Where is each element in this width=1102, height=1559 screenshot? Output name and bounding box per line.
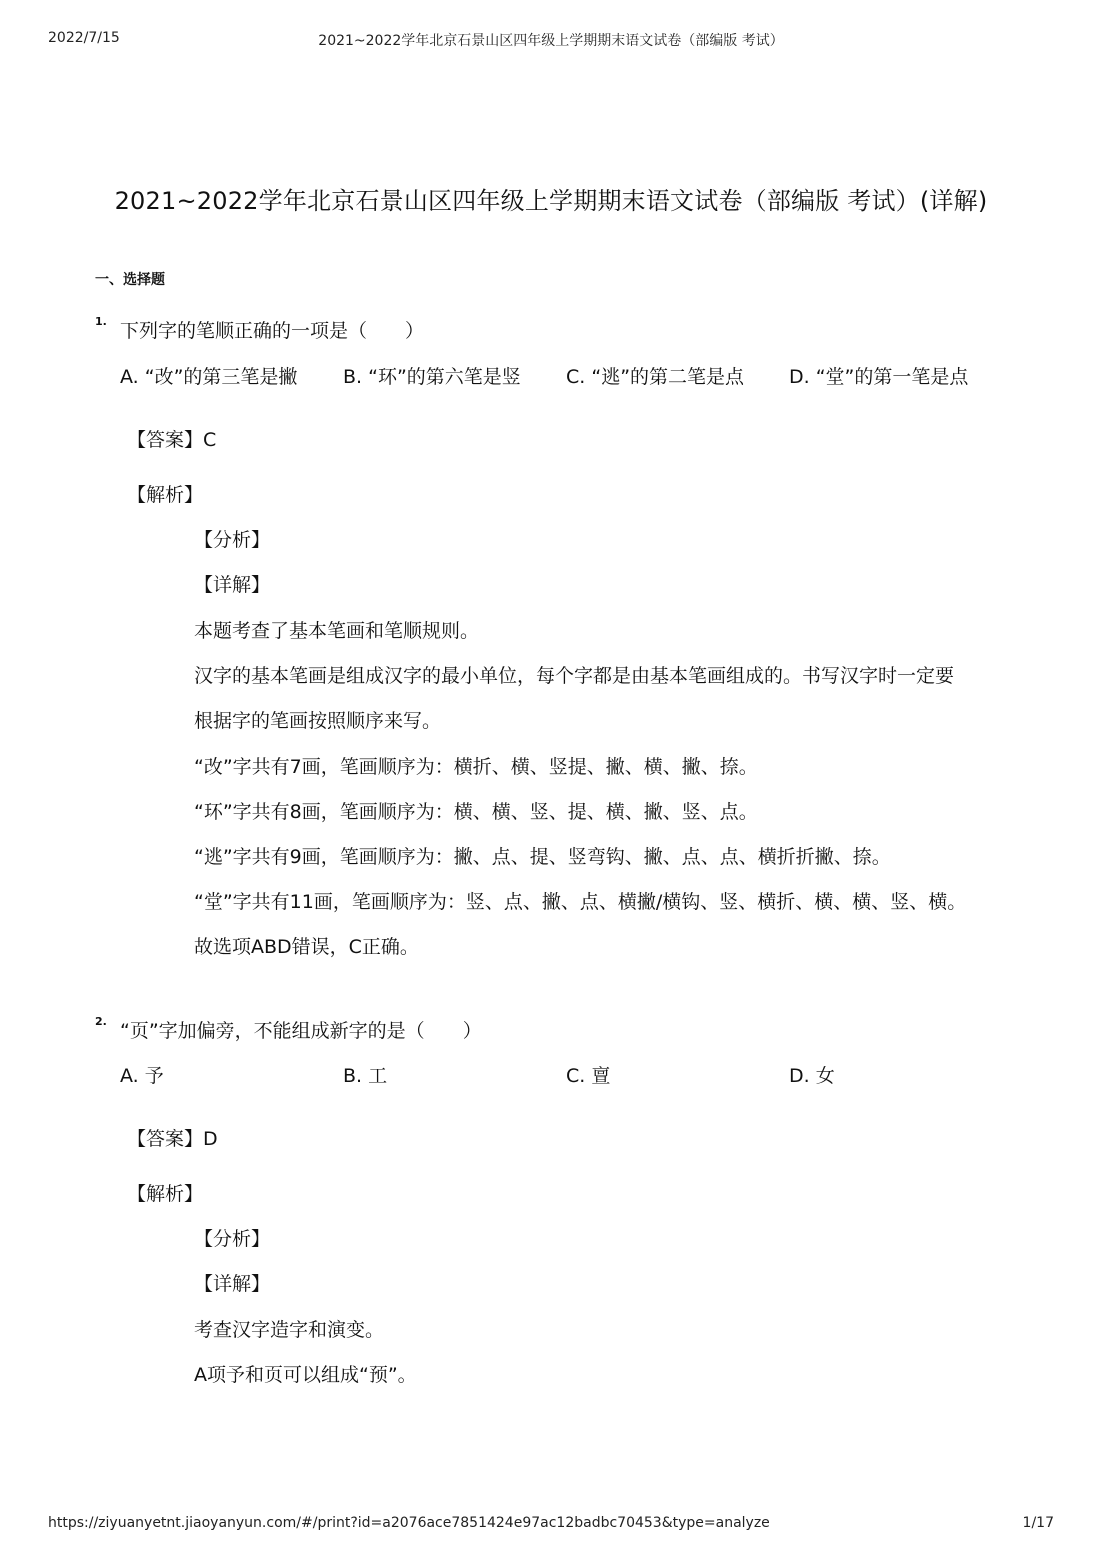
question-number: 2. <box>95 1015 107 1028</box>
explanation-paragraph: 本题考查了基本笔画和笔顺规则。 <box>194 620 480 642</box>
option-c: C. “逃”的第二笔是点 <box>566 366 745 388</box>
explanation-paragraph: 汉字的基本笔画是组成汉字的最小单位，每个字都是由基本笔画组成的。书写汉字时一定要 <box>194 665 955 687</box>
xiangjie-label: 【详解】 <box>194 574 271 596</box>
explanation-paragraph: 根据字的笔画按照顺序来写。 <box>194 710 442 732</box>
option-a: A. 予 <box>120 1065 164 1087</box>
explanation-paragraph: “改”字共有7画，笔画顺序为：横折、横、竖提、撇、横、撇、捺。 <box>194 756 758 778</box>
footer-url: https://ziyuanyetnt.jiaoyanyun.com/#/print?id=a2076ace7851424e97ac12badbc70453&type=analyze <box>48 1515 770 1531</box>
explanation-paragraph: 考查汉字造字和演变。 <box>194 1319 385 1341</box>
explanation-paragraph: 故选项ABD错误，C正确。 <box>194 936 419 958</box>
document-title: 2021~2022学年北京石景山区四年级上学期期末语文试卷（部编版 考试）(详解) <box>114 187 988 215</box>
print-date: 2022/7/15 <box>48 30 120 46</box>
option-d: D. “堂”的第一笔是点 <box>789 366 969 388</box>
explanation-paragraph: “堂”字共有11画，笔画顺序为：竖、点、撇、点、横撇/横钩、竖、横折、横、横、竖、横。 <box>194 891 967 913</box>
explanation-paragraph: A项予和页可以组成“预”。 <box>194 1364 417 1386</box>
explanation-paragraph: “环”字共有8画，笔画顺序为：横、横、竖、提、横、撇、竖、点。 <box>194 801 758 823</box>
question-stem: “页”字加偏旁，不能组成新字的是（ ） <box>120 1020 482 1042</box>
explanation-paragraph: “逃”字共有9画，笔画顺序为：撇、点、提、竖弯钩、撇、点、点、横折折撇、捺。 <box>194 846 891 868</box>
option-b: B. “环”的第六笔是竖 <box>343 366 521 388</box>
option-b: B. 工 <box>343 1065 388 1087</box>
fenxi-label: 【分析】 <box>194 1228 271 1250</box>
analysis-label: 【解析】 <box>127 484 204 506</box>
option-a: A. “改”的第三笔是撇 <box>120 366 298 388</box>
question-stem: 下列字的笔顺正确的一项是（ ） <box>120 320 425 342</box>
analysis-label: 【解析】 <box>127 1183 204 1205</box>
xiangjie-label: 【详解】 <box>194 1273 271 1295</box>
option-c: C. 亶 <box>566 1065 611 1087</box>
option-d: D. 女 <box>789 1065 835 1087</box>
page-number: 1/17 <box>1022 1515 1054 1531</box>
answer: 【答案】D <box>127 1128 218 1150</box>
question-number: 1. <box>95 315 107 328</box>
fenxi-label: 【分析】 <box>194 529 271 551</box>
print-header-title: 2021~2022学年北京石景山区四年级上学期期末语文试卷（部编版 考试） <box>318 33 784 49</box>
section-heading: 一、选择题 <box>95 272 165 288</box>
answer: 【答案】C <box>127 429 217 451</box>
